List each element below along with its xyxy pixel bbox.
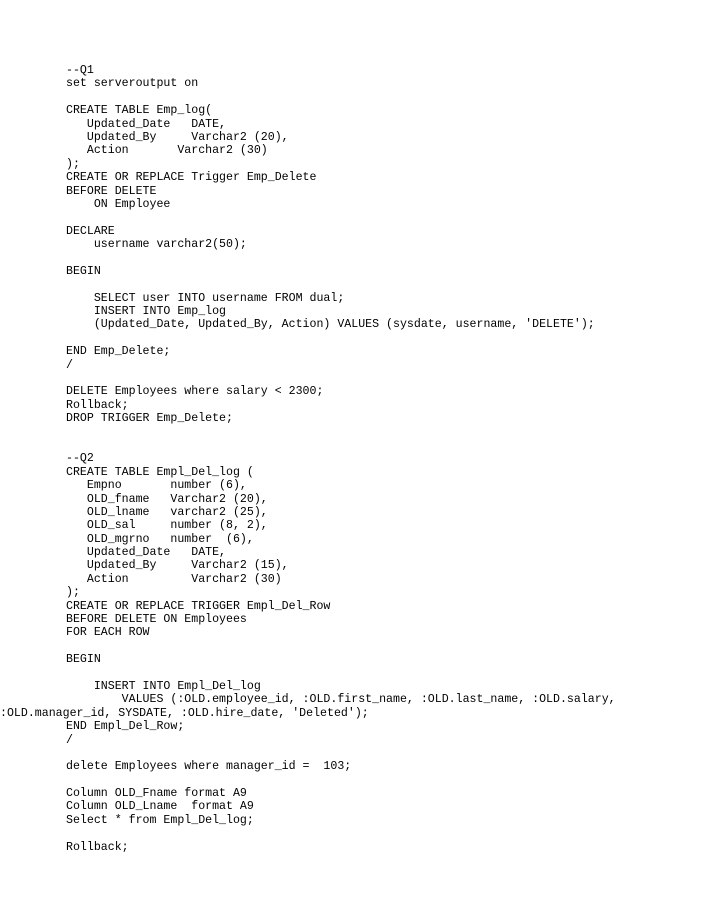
code-line: VALUES (:OLD.employee_id, :OLD.first_name, :OLD.last_name, :OLD.salary, [66, 693, 616, 707]
code-line: FOR EACH ROW [66, 626, 150, 640]
code-line: :OLD.manager_id, SYSDATE, :OLD.hire_date, 'Deleted'); [0, 706, 369, 720]
code-line: INSERT INTO Emp_log [66, 305, 227, 319]
code-line: OLD_fname Varchar2 (20), [66, 492, 268, 506]
code-line [66, 667, 694, 680]
code-line: Updated_Date DATE, [66, 117, 227, 131]
code-line: DELETE Employees where salary < 2300; [66, 385, 324, 399]
code-line: set serveroutput on [66, 77, 199, 91]
code-line: Rollback; [66, 398, 129, 412]
code-line: CREATE TABLE Emp_log( [66, 104, 213, 118]
code-line: --Q1 [66, 64, 94, 77]
code-line [66, 640, 694, 653]
code-line: ON Employee [66, 197, 171, 211]
code-line [66, 774, 694, 787]
code-line: INSERT INTO Empl_Del_log [66, 679, 261, 693]
code-line [66, 426, 694, 439]
code-line: Updated_By Varchar2 (20), [66, 130, 289, 144]
code-line: OLD_mgrno number (6), [66, 532, 254, 546]
code-line: CREATE OR REPLACE Trigger Emp_Delete [66, 171, 317, 185]
code-line: username varchar2(50); [66, 238, 247, 252]
code-line: OLD_sal number (8, 2), [66, 519, 268, 533]
code-line: Select * from Empl_Del_log; [66, 813, 254, 827]
code-line: ); [66, 586, 80, 600]
code-line: BEGIN [66, 653, 101, 667]
code-line: BEGIN [66, 264, 101, 278]
code-line: Empno number (6), [66, 479, 247, 493]
code-line: DROP TRIGGER Emp_Delete; [66, 412, 233, 426]
code-line [66, 91, 694, 104]
code-line: Action Varchar2 (30) [66, 144, 268, 158]
code-line: / [66, 358, 73, 372]
code-line: END Empl_Del_Row; [66, 720, 185, 734]
code-line [66, 278, 694, 291]
code-line: CREATE OR REPLACE TRIGGER Empl_Del_Row [66, 599, 331, 613]
code-line: / [66, 733, 73, 747]
code-line: Rollback; [66, 840, 129, 854]
code-line: (Updated_Date, Updated_By, Action) VALUES (sysdate, username, 'DELETE'); [66, 318, 595, 332]
code-line: SELECT user INTO username FROM dual; [66, 291, 345, 305]
code-line: --Q2 [66, 452, 94, 466]
code-line: Action Varchar2 (30) [66, 572, 282, 586]
code-line: Updated_Date DATE, [66, 546, 227, 560]
code-line: BEFORE DELETE [66, 184, 157, 198]
code-line: CREATE TABLE Empl_Del_log ( [66, 465, 254, 479]
code-line: BEFORE DELETE ON Employees [66, 613, 247, 627]
code-line [66, 332, 694, 345]
code-line: Updated_By Varchar2 (15), [66, 559, 289, 573]
code-line: END Emp_Delete; [66, 345, 171, 359]
code-line: ); [66, 157, 80, 171]
code-line: Column OLD_Fname format A9 [66, 787, 247, 801]
code-line [66, 439, 694, 452]
code-line [66, 211, 694, 224]
sql-code-block [0, 64, 694, 854]
code-line [66, 747, 694, 760]
code-line [66, 372, 694, 385]
code-line [66, 827, 694, 840]
code-line: OLD_lname varchar2 (25), [66, 505, 268, 519]
code-line [66, 251, 694, 264]
code-line: Column OLD_Lname format A9 [66, 800, 254, 814]
code-line: delete Employees where manager_id = 103; [66, 760, 352, 774]
code-line: DECLARE [66, 224, 115, 238]
